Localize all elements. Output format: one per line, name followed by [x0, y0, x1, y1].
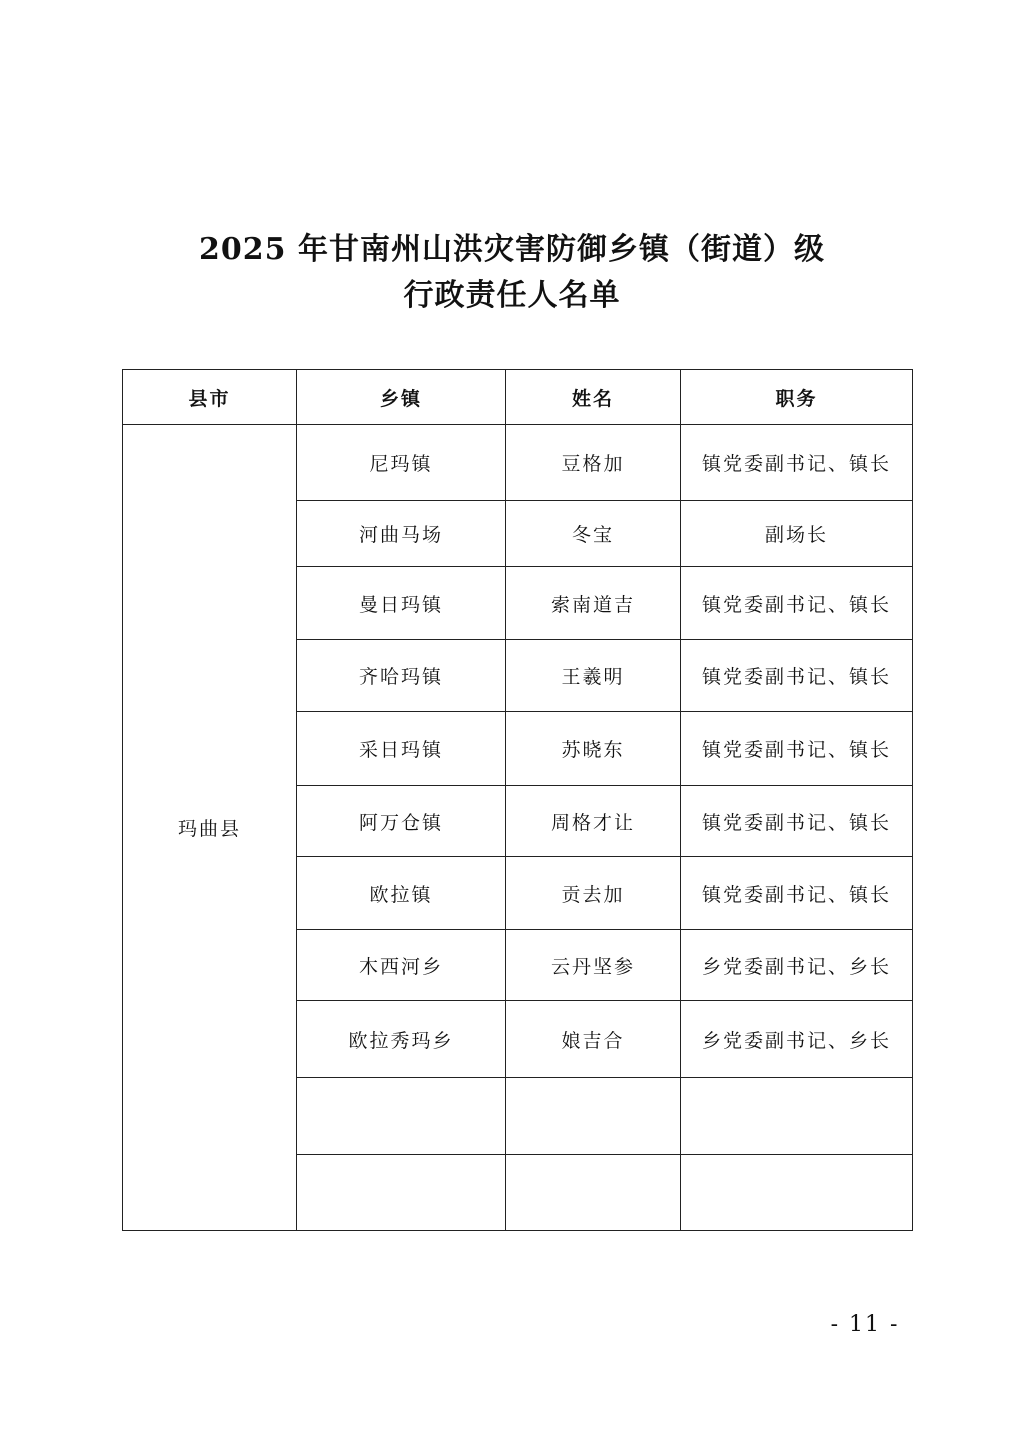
position-cell: 乡党委副书记、乡长	[681, 930, 913, 1001]
position-cell: 镇党委副书记、镇长	[681, 567, 913, 640]
page-number: - 11 -	[830, 1312, 900, 1337]
position-cell: 镇党委副书记、镇长	[681, 786, 913, 857]
header-county: 县市	[123, 370, 297, 425]
position-cell	[681, 1078, 913, 1155]
position-cell: 镇党委副书记、镇长	[681, 425, 913, 501]
position-cell: 镇党委副书记、镇长	[681, 857, 913, 930]
table-header-row	[123, 370, 913, 425]
position-cell: 镇党委副书记、镇长	[681, 712, 913, 786]
header-town: 乡镇	[297, 370, 506, 425]
town-cell: 曼日玛镇	[297, 567, 506, 640]
name-cell: 王羲明	[506, 640, 681, 712]
position-cell: 乡党委副书记、乡长	[681, 1001, 913, 1078]
name-cell: 苏晓东	[506, 712, 681, 786]
table-header	[123, 370, 913, 425]
page-title-line-2: 行政责任人名单	[403, 278, 621, 313]
page-title-line-1: 2025 年甘南州山洪灾害防御乡镇（街道）级	[199, 232, 825, 267]
name-cell: 索南道吉	[506, 567, 681, 640]
town-cell: 欧拉镇	[297, 857, 506, 930]
town-cell: 欧拉秀玛乡	[297, 1001, 506, 1078]
table-body	[123, 425, 913, 1231]
name-cell: 贡去加	[506, 857, 681, 930]
name-cell: 娘吉合	[506, 1001, 681, 1078]
position-cell: 副场长	[681, 501, 913, 567]
town-cell: 采日玛镇	[297, 712, 506, 786]
town-cell	[297, 1155, 506, 1231]
name-cell	[506, 1078, 681, 1155]
town-cell: 木西河乡	[297, 930, 506, 1001]
header-name: 姓名	[506, 370, 681, 425]
county-cell: 玛曲县	[123, 425, 297, 1231]
table-row	[123, 425, 913, 501]
name-cell: 周格才让	[506, 786, 681, 857]
name-cell: 冬宝	[506, 501, 681, 567]
position-cell	[681, 1155, 913, 1231]
position-cell: 镇党委副书记、镇长	[681, 640, 913, 712]
name-cell: 云丹坚参	[506, 930, 681, 1001]
town-cell: 河曲马场	[297, 501, 506, 567]
header-position: 职务	[681, 370, 913, 425]
name-cell	[506, 1155, 681, 1231]
town-cell: 齐哈玛镇	[297, 640, 506, 712]
town-cell	[297, 1078, 506, 1155]
town-cell: 尼玛镇	[297, 425, 506, 501]
town-cell: 阿万仓镇	[297, 786, 506, 857]
responsible-persons-table	[122, 369, 913, 1231]
name-cell: 豆格加	[506, 425, 681, 501]
